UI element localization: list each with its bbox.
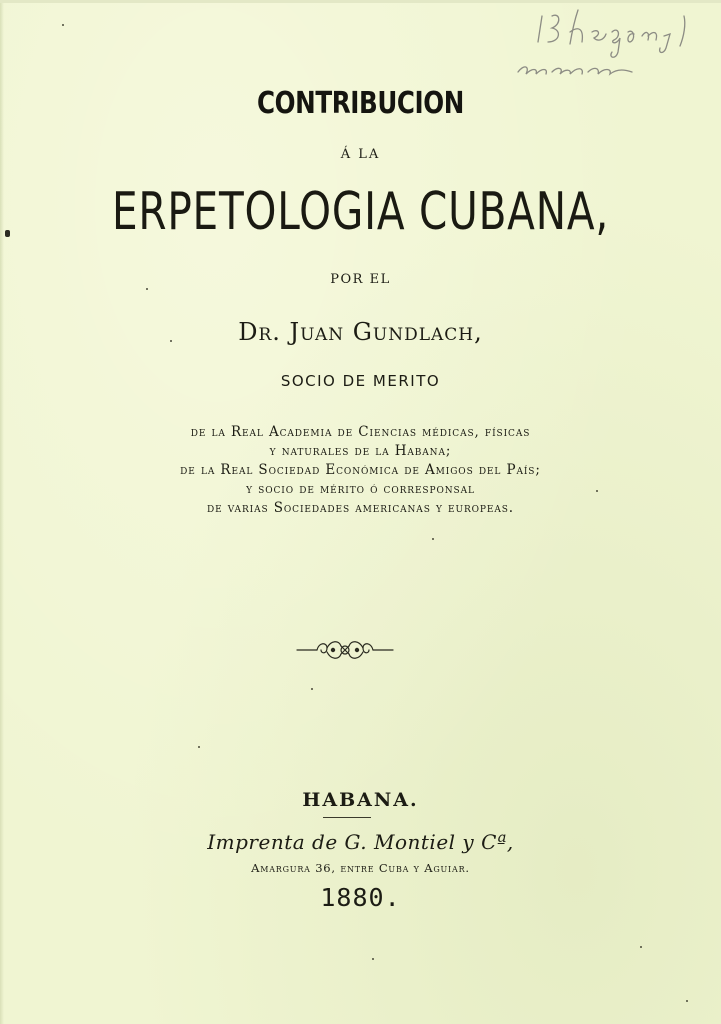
paper-speck [170, 340, 172, 342]
paper-speck [596, 490, 598, 492]
affiliation-line: de la Real Academia de Ciencias médicas, físicas [190, 424, 531, 440]
byline-label: POR EL [330, 272, 391, 287]
author-name: Dr. Juan Gundlach, [238, 318, 483, 346]
decorative-ornament-icon [295, 636, 395, 664]
page-edge-shadow [0, 0, 4, 1024]
imprint-city: HABANA. [302, 789, 419, 811]
paper-speck [62, 24, 64, 26]
paper-speck [311, 688, 313, 690]
publication-year: 1880. [320, 883, 401, 912]
binding-mark [5, 230, 10, 237]
title-line-contribucion: CONTRIBUCION [257, 86, 464, 121]
imprint-divider [323, 817, 371, 818]
paper-speck [640, 946, 642, 948]
title-connector: Á LA [340, 147, 381, 162]
membership-title: SOCIO DE MERITO [280, 372, 441, 390]
affiliation-line: y socio de mérito ó corresponsal [246, 481, 475, 497]
affiliation-line: de la Real Sociedad Económica de Amigos del País; [180, 462, 541, 478]
title-line-erpetologia-cubana: ERPETOLOGIA CUBANA, [111, 182, 610, 242]
paper-speck [198, 746, 200, 748]
affiliation-line: de varias Sociedades americanas y europeas. [206, 500, 514, 516]
imprint-printer: Imprenta de G. Montiel y Cª, [207, 830, 514, 854]
paper-speck [432, 538, 434, 540]
affiliation-line: y naturales de la Habana; [269, 443, 452, 459]
paper-speck [146, 288, 148, 290]
paper-speck [372, 958, 374, 960]
pencil-annotation-handwriting [508, 2, 708, 82]
imprint-address: Amargura 36, entre Cuba y Aguiar. [251, 861, 470, 875]
paper-speck [686, 1000, 688, 1002]
